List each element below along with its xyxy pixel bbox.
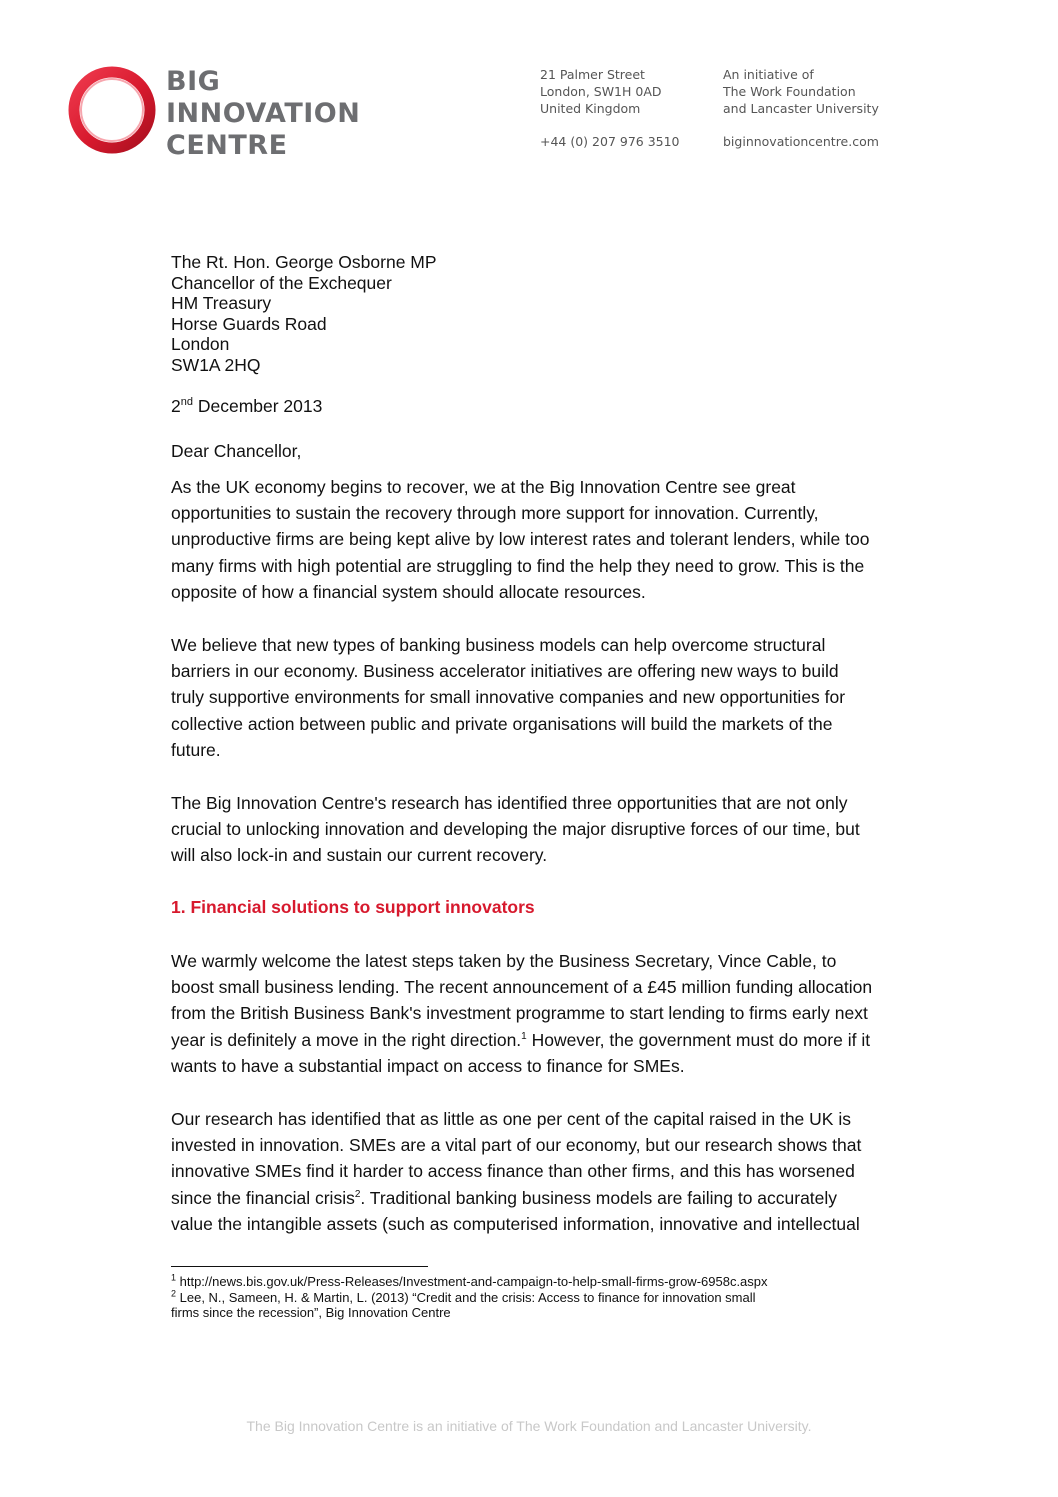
initiative-line: The Work Foundation (723, 84, 856, 99)
footnote-2 (171, 1290, 768, 1306)
paragraph-line: value the intangible assets (such as computerised information, innovative and intellectual (171, 1213, 860, 1234)
paragraph-line: opportunities to sustain the recovery through more support for innovation. Currently, (171, 503, 819, 524)
initiative-note (723, 66, 879, 117)
recipient-line: London (171, 334, 230, 355)
footnote-2-continued: firms since the recession”, Big Innovation Centre (171, 1305, 451, 1320)
paragraph-line: As the UK economy begins to recover, we at the Big Innovation Centre see great (171, 477, 796, 497)
date-rest: December 2013 (192, 396, 323, 416)
paragraph-line: truly supportive environments for small innovative companies and new opportunities for (171, 687, 846, 708)
footnote-divider (171, 1266, 428, 1267)
section-heading: 1. Financial solutions to support innovators (171, 897, 535, 917)
paragraph-line (171, 1027, 901, 1053)
paragraph-line: collective action between public and private organisations will build the markets of the (171, 713, 833, 734)
paragraph-line: wants to have a substantial impact on access to finance for SMEs. (171, 1055, 685, 1076)
footnote-link[interactable]: http://news.bis.gov.uk/Press-Releases/Investment-and-campaign-to-help-small-firms-grow-6958c.aspx (176, 1274, 768, 1289)
footnote-mark: 2 (171, 1288, 177, 1299)
recipient-line: Chancellor of the Exchequer (171, 272, 392, 293)
salutation: Dear Chancellor, (171, 441, 302, 461)
paragraph-line: boost small business lending. The recent announcement of a £45 million funding allocation (171, 977, 873, 998)
paragraph-line: unproductive firms are being kept alive by low interest rates and tolerant lenders, while too (171, 529, 870, 550)
paragraph-line: opposite of how a financial system should allocate resources. (171, 581, 646, 602)
footnote-ref[interactable]: 1 (521, 1030, 527, 1042)
text-run: year is definitely a move in the right direction. (171, 1029, 522, 1050)
page-footer: The Big Innovation Centre is an initiative of The Work Foundation and Lancaster University. (246, 1418, 812, 1434)
postal-address (540, 66, 662, 117)
paragraph-line: future. (171, 739, 221, 760)
logo-line: INNOVATION (166, 98, 361, 129)
footnote-1 (171, 1274, 768, 1290)
paragraph-line: barriers in our economy. Business accelerator initiatives are offering new ways to build (171, 661, 839, 682)
footnote-mark: 1 (171, 1272, 177, 1283)
paragraph-line: crucial to unlocking innovation and developing the major disruptive forces of our time, but (171, 819, 860, 840)
letter-date (171, 396, 322, 417)
paragraph-5 (171, 1106, 901, 1237)
paragraph-line: many firms with high potential are struggling to find the help they need to grow. This is the (171, 555, 865, 576)
paragraph-4 (171, 948, 901, 1079)
date-suffix: nd (180, 396, 193, 409)
paragraph-line: innovative SMEs find it harder to access finance than other firms, and this has worsened (171, 1161, 855, 1182)
red-ring-logo-icon (66, 64, 158, 156)
logo-line: CENTRE (166, 130, 288, 161)
paragraph-line: from the British Business Bank's investment programme to start lending to firms early next (171, 1003, 868, 1024)
recipient-address (171, 252, 437, 376)
paragraph-line: The Big Innovation Centre's research has identified three opportunities that are not only (171, 793, 848, 813)
paragraph-line: invested in innovation. SMEs are a vital part of our economy, but our research shows that (171, 1135, 862, 1156)
recipient-line: HM Treasury (171, 293, 272, 314)
text-run: However, the government must do more if it (526, 1029, 871, 1050)
address-line: London, SW1H 0AD (540, 84, 662, 99)
text-run: since the financial crisis (171, 1187, 355, 1208)
address-line: 21 Palmer Street (540, 67, 645, 82)
paragraph-2 (171, 632, 901, 763)
paragraph-line: will also lock-in and sustain our current recovery. (171, 845, 548, 866)
paragraph-line: We believe that new types of banking business models can help overcome structural (171, 635, 826, 655)
footnote-ref[interactable]: 2 (354, 1188, 361, 1200)
date-day: 2 (171, 396, 181, 416)
paragraph-line: We warmly welcome the latest steps taken by the Business Secretary, Vince Cable, to (171, 951, 837, 971)
paragraph-line: Our research has identified that as little as one per cent of the capital raised in the UK is (171, 1109, 851, 1129)
footnote-text: Lee, N., Sameen, H. & Martin, L. (2013) “Credit and the crisis: Access to finance for innovation small (176, 1289, 756, 1305)
paragraph-1 (171, 474, 901, 605)
recipient-line: SW1A 2HQ (171, 354, 261, 375)
text-run: . Traditional banking business models are failing to accurately (360, 1187, 838, 1208)
phone-number: +44 (0) 207 976 3510 (540, 134, 680, 149)
recipient-line: Horse Guards Road (171, 313, 327, 334)
initiative-line: and Lancaster University (723, 101, 879, 116)
logo-line: BIG (166, 66, 221, 97)
footnotes (171, 1274, 768, 1321)
initiative-line: An initiative of (723, 67, 814, 82)
address-line: United Kingdom (540, 101, 641, 116)
website-link[interactable]: biginnovationcentre.com (723, 134, 879, 149)
recipient-line: The Rt. Hon. George Osborne MP (171, 252, 437, 272)
paragraph-3 (171, 790, 901, 869)
logo-wordmark (166, 66, 360, 162)
paragraph-line (171, 1185, 901, 1211)
